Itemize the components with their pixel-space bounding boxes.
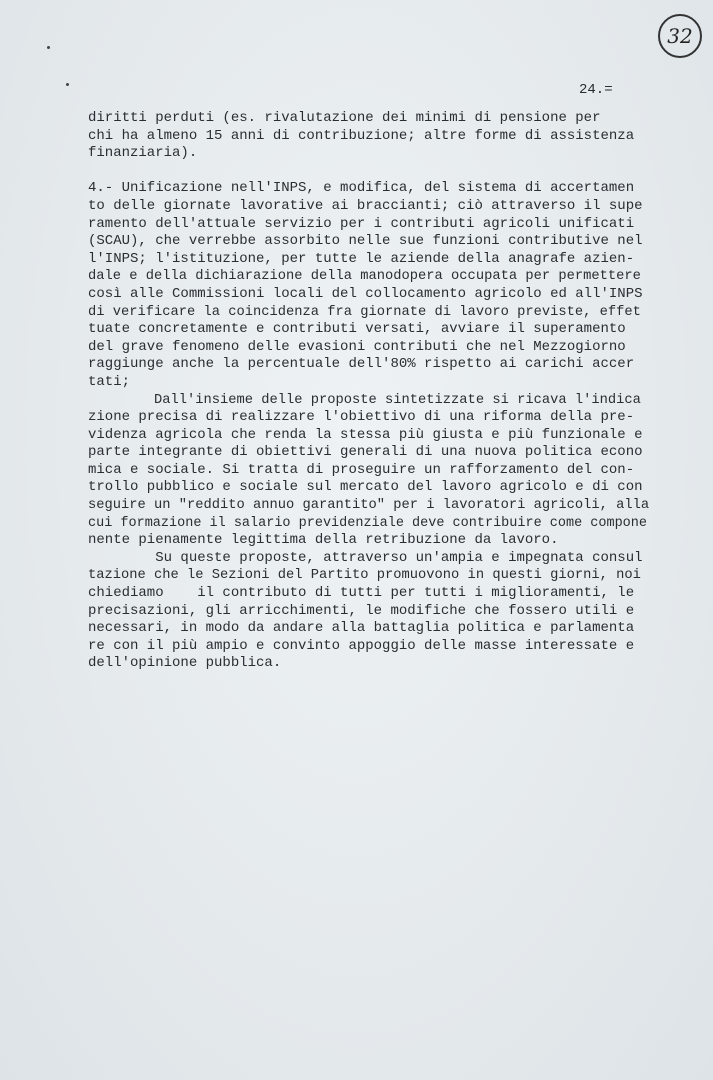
text-line: necessari, in modo da andare alla battaglia politica e parlamenta (88, 620, 635, 637)
text-line: seguire un "reddito annuo garantito" per i lavoratori agricoli, alla (88, 498, 650, 514)
text-line: Dall'insieme delle proposte sintetizzate si ricava l'indica (88, 392, 641, 408)
text-line: trollo pubblico e sociale sul mercato del lavoro agricolo e di con (88, 479, 643, 496)
archive-page-stamp: 32 (658, 14, 702, 58)
document-body (88, 110, 648, 673)
text-line: 4.- Unificazione nell'INPS, e modifica, del sistema di accertamen (88, 180, 635, 197)
text-line: zione precisa di realizzare l'obiettivo di una riforma della pre- (88, 409, 635, 426)
text-line: finanziaria). (88, 145, 198, 162)
text-line: videnza agricola che renda la stessa più giusta e più funzionale e (88, 426, 643, 443)
margin-mark (66, 83, 69, 86)
page-number: 24.= (579, 82, 613, 98)
text-line: Su queste proposte, attraverso un'ampia e impegnata consul (88, 549, 643, 566)
text-line: (SCAU), che verrebbe assorbito nelle sue funzioni contributive nel (88, 233, 643, 250)
text-line: tazione che le Sezioni del Partito promuovono in questi giorni, noi (88, 568, 641, 584)
text-line: raggiunge anche la percentuale dell'80% rispetto ai carichi accer (88, 356, 635, 373)
text-line: dale e della dichiarazione della manodopera occupata per permettere (88, 269, 641, 285)
text-line: tati; (88, 373, 131, 390)
text-line: nente pienamente legittima della retribuzione da lavoro. (88, 532, 559, 549)
text-line: to delle giornate lavorative ai braccianti; ciò attraverso il supe (88, 197, 643, 214)
text-line: chi ha almeno 15 anni di contribuzione; altre forme di assistenza (88, 127, 635, 144)
text-line: dell'opinione pubblica. (88, 655, 282, 672)
text-line: mica e sociale. Si tratta di proseguire un rafforzamento del con- (88, 461, 635, 478)
text-line: diritti perduti (es. rivalutazione dei minimi di pensione per (88, 110, 601, 126)
margin-mark (47, 46, 50, 49)
text-line: parte integrante di obiettivi generali di una nuova politica econo (88, 444, 643, 461)
paragraph-gap (88, 163, 648, 181)
text-line: del grave fenomeno delle evasioni contributi che nel Mezzogiorno (88, 338, 626, 355)
text-line: ramento dell'attuale servizio per i contributi agricoli unificati (88, 215, 635, 232)
text-line: chiediamo il contributo di tutti per tutti i miglioramenti, le (88, 585, 635, 602)
text-line: re con il più ampio e convinto appoggio delle masse interessate e (88, 637, 635, 654)
text-line: l'INPS; l'istituzione, per tutte le aziende della anagrafe azien- (88, 250, 635, 267)
text-line: così alle Commissioni locali del collocamento agricolo ed all'INPS (88, 285, 643, 302)
text-line: tuate concretamente e contributi versati, avviare il superamento (88, 321, 626, 338)
text-line: precisazioni, gli arricchimenti, le modifiche che fossero utili e (88, 602, 635, 619)
text-line: di verificare la coincidenza fra giornate di lavoro previste, effet (88, 304, 641, 320)
text-line: cui formazione il salario previdenziale deve contribuire come compone (88, 515, 647, 531)
